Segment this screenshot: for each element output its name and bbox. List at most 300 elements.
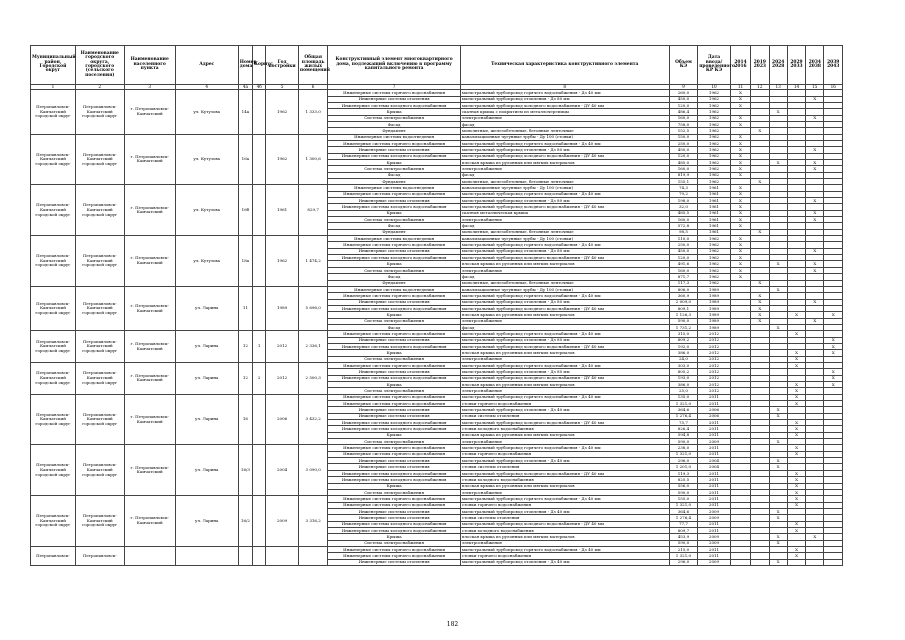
characteristic-cell: скатная металлическая крыша — [460, 210, 669, 216]
town-cell: г. Петропавловск-Камчатский — [124, 236, 175, 287]
column-number-cell: 16 — [824, 85, 843, 90]
element-cell: Инженерные системы горячего водоснабжения — [328, 502, 460, 508]
characteristic-cell: канализационные чугунные трубы - Ду 100 (стояки) — [460, 134, 669, 140]
volume-cell: 1 731,2 — [669, 324, 698, 330]
date-cell: 1962 — [698, 90, 731, 96]
living-area-cell: 1 474,2 — [298, 236, 328, 287]
volume-cell: 819,9 — [669, 172, 698, 178]
town-cell: г. Петропавловск-Камчатский — [124, 286, 175, 330]
settlement-cell: Петропавловск-Камчатский городской округ — [75, 236, 124, 287]
volume-cell: 453,9 — [669, 534, 698, 540]
district-cell: Петропавловск-Камчатский городской округ — [31, 185, 76, 236]
living-area-cell: 3 432,2 — [298, 394, 328, 445]
characteristic-cell: плоская крыша из рулонных или мягких материалов — [460, 312, 669, 318]
element-cell: Инженерные системы горячего водоснабжения — [328, 331, 460, 337]
column-number-cell: 5 — [266, 85, 299, 90]
element-cell: Инженерные системы холодного водоснабжения — [328, 426, 460, 432]
period-4-mark-cell: X — [787, 553, 805, 559]
volume-cell: 386,0 — [669, 382, 698, 388]
element-cell: Инженерные системы холодного водоснабжения — [328, 102, 460, 108]
date-cell: 2009 — [698, 439, 731, 445]
characteristic-cell: монолитные, железобетонные, бетонные ленточные — [460, 128, 669, 134]
date-cell: 1962 — [698, 109, 731, 115]
build-year-cell: 1961 — [266, 185, 299, 236]
column-number-cell: 8 — [460, 85, 669, 90]
volume-cell: 485,0 — [669, 159, 698, 165]
element-cell: Инженерные системы холодного водоснабжения — [328, 470, 460, 476]
volume-cell: 805,2 — [669, 369, 698, 375]
district-cell: Петропавловск-Камчатский городской округ — [31, 90, 76, 134]
period-2-mark-cell: X — [751, 318, 769, 324]
date-cell: 1962 — [698, 159, 731, 165]
volume-cell: 98,5 — [669, 229, 698, 235]
period-1-mark-cell: X — [730, 204, 750, 210]
element-cell: Инженерные системы водоотведения — [328, 286, 460, 292]
volume-cell: 1 276,4 — [669, 515, 698, 521]
date-cell: 1962 — [698, 121, 731, 127]
date-cell: 2012 — [698, 356, 731, 362]
address-cell: ул. Ларина — [175, 445, 238, 496]
volume-cell: 77,7 — [669, 521, 698, 527]
characteristic-cell: магистральный трубопровод горячего водоснабжения - Дз 40 мм — [460, 331, 669, 337]
characteristic-cell: магистральный трубопровод отопления - Дз 40 мм — [460, 407, 669, 413]
date-cell: 1961 — [698, 229, 731, 235]
period-1-mark-cell: X — [730, 261, 750, 267]
volume-cell: 24,0 — [669, 356, 698, 362]
column-number-cell: 14 — [787, 85, 805, 90]
characteristic-cell: магистральный трубопровод горячего водоснабжения - Дз 40 мм — [460, 496, 669, 502]
header-date: Дата ввода/ проведенного КР КЭ — [698, 46, 731, 85]
volume-cell: 74,3 — [669, 185, 698, 191]
date-cell: 1961 — [698, 223, 731, 229]
period-1-mark-cell: X — [730, 102, 750, 108]
volume-cell: 117,3 — [669, 280, 698, 286]
date-cell: 2011 — [698, 553, 731, 559]
characteristic-cell: магистральный трубопровод отопления - Дз 80 мм — [460, 299, 669, 305]
period-1-mark-cell: X — [730, 248, 750, 254]
house-number-cell: 16/3 — [238, 445, 252, 496]
district-cell: Петропавловск-Камчатский городской округ — [31, 496, 76, 547]
header-period-4: 2029 2033 — [787, 46, 805, 85]
house-number-cell: 16а — [238, 134, 252, 185]
build-year-cell — [266, 546, 299, 565]
date-cell: 2011 — [698, 401, 731, 407]
period-3-mark-cell: X — [769, 559, 787, 565]
volume-cell: 119,3 — [669, 470, 698, 476]
characteristic-cell: магистральный трубопровод отопления - Дз 40 мм — [460, 458, 669, 464]
characteristic-cell: магистральный трубопровод горячего водоснабжения - Дз 40 мм — [460, 445, 669, 451]
characteristic-cell: электроснабжение — [460, 115, 669, 121]
element-cell: Инженерные системы отопления — [328, 369, 460, 375]
element-cell: Крыша — [328, 210, 460, 216]
volume-cell: 364,6 — [669, 407, 698, 413]
build-year-cell: 2012 — [266, 331, 299, 363]
date-cell: 2011 — [698, 496, 731, 502]
date-cell: 2011 — [698, 502, 731, 508]
period-5-mark-cell: X — [806, 198, 824, 204]
address-cell: ул. Ларина — [175, 362, 238, 394]
date-cell: 1961 — [698, 217, 731, 223]
volume-cell: 450,0 — [669, 248, 698, 254]
date-cell: 2012 — [698, 337, 731, 343]
characteristic-cell: стояки холодного водоснабжения — [460, 527, 669, 533]
characteristic-cell: магистральный трубопровод холодного водоснабжения - ДУ 40 мм — [460, 470, 669, 476]
period-2-mark-cell: X — [751, 299, 769, 305]
volume-cell: 250,0 — [669, 140, 698, 146]
town-cell: г. Петропавловск-Камчатский — [124, 331, 175, 363]
characteristic-cell: электроснабжение — [460, 540, 669, 546]
date-cell: 2009 — [698, 515, 731, 521]
element-cell: Инженерные системы холодного водоснабжения — [328, 255, 460, 261]
volume-cell: 590,0 — [669, 318, 698, 324]
period-5-mark-cell: X — [806, 147, 824, 153]
element-cell: Инженерные системы отопления — [328, 413, 460, 419]
characteristic-cell: магистральный трубопровод горячего водоснабжения - Дз 40 мм — [460, 191, 669, 197]
town-cell: г. Петропавловск-Камчатский — [124, 134, 175, 185]
volume-cell: 364,6 — [669, 508, 698, 514]
district-cell: Петропавловск-Камчатский городской округ — [31, 394, 76, 445]
volume-cell: 155,1 — [669, 179, 698, 185]
korpus-cell — [253, 236, 266, 287]
volume-cell: 871,7 — [669, 274, 698, 280]
element-cell: Инженерные системы холодного водоснабжения — [328, 521, 460, 527]
living-area-cell: 3 316,2 — [298, 496, 328, 547]
header-row — [31, 46, 843, 85]
characteristic-cell: магистральный трубопровод горячего водоснабжения - Дз 40 мм — [460, 394, 669, 400]
period-4-mark-cell: X — [787, 496, 805, 502]
characteristic-cell: магистральный трубопровод горячего водоснабжения - Дз 40 мм — [460, 546, 669, 552]
date-cell: 1962 — [698, 128, 731, 134]
period-1-mark-cell: X — [730, 147, 750, 153]
period-2-mark-cell: X — [751, 280, 769, 286]
element-cell: Система электроснабжения — [328, 439, 460, 445]
characteristic-cell: стояки горячего водоснабжения — [460, 502, 669, 508]
period-4-mark-cell: X — [787, 432, 805, 438]
characteristic-cell: монолитные, железобетонные, бетонные ленточные — [460, 280, 669, 286]
build-year-cell: 1989 — [266, 286, 299, 330]
element-cell: Инженерные системы холодного водоснабжения — [328, 527, 460, 533]
period-6-mark-cell — [824, 559, 843, 565]
characteristic-cell: магистральный трубопровод отопления - Дз 80 мм — [460, 337, 669, 343]
period-4-mark-cell: X — [787, 362, 805, 368]
district-cell: Петропавловск-Камчатский городской округ — [31, 134, 76, 185]
date-cell: 1961 — [698, 191, 731, 197]
capital-repair-table-sheet — [30, 45, 843, 566]
element-cell: Фундамент — [328, 280, 460, 286]
period-3-mark-cell: X — [769, 515, 787, 521]
period-6-mark-cell: X — [824, 343, 843, 349]
town-cell: г. Петропавловск-Камчатский — [124, 496, 175, 547]
date-cell: 1989 — [698, 286, 731, 292]
characteristic-cell: фасад — [460, 172, 669, 178]
period-5-mark-cell: X — [806, 210, 824, 216]
period-6-mark-cell: X — [824, 382, 843, 388]
characteristic-cell: фасад — [460, 274, 669, 280]
element-cell: Система электроснабжения — [328, 217, 460, 223]
living-area-cell: 5 696,0 — [298, 286, 328, 330]
period-2-mark-cell: X — [751, 229, 769, 235]
date-cell: 2011 — [698, 420, 731, 426]
header-period-1: 2014 2016 — [730, 46, 750, 85]
period-1-mark-cell: X — [730, 274, 750, 280]
period-1-mark-cell: X — [730, 255, 750, 261]
header-house: Номер дома — [238, 46, 252, 85]
element-cell: Фасад — [328, 223, 460, 229]
header-area: Общая площадь жилых помещений — [298, 46, 328, 85]
volume-cell: 260,0 — [669, 90, 698, 96]
date-cell: 1961 — [698, 198, 731, 204]
volume-cell: 809,7 — [669, 527, 698, 533]
element-cell: Инженерные системы холодного водоснабжения — [328, 375, 460, 381]
volume-cell: 594,8 — [669, 432, 698, 438]
header-element: Конструктивный элемент многоквартирного дома, подлежащий включению в программу капитального ремонта — [328, 46, 460, 85]
town-cell: г. Петропавловск-Камчатский — [124, 362, 175, 394]
living-area-cell: 829,7 — [298, 185, 328, 236]
element-cell: Инженерные системы горячего водоснабжения — [328, 445, 460, 451]
characteristic-cell: магистральный трубопровод горячего водоснабжения - Дз 40 мм — [460, 90, 669, 96]
living-area-cell: 1 333,0 — [298, 90, 328, 134]
period-4-mark-cell: X — [787, 331, 805, 337]
characteristic-cell: электроснабжение — [460, 388, 669, 394]
korpus-cell: 1 — [253, 331, 266, 363]
period-6-mark-cell: X — [824, 337, 843, 343]
period-1-mark-cell: X — [730, 166, 750, 172]
period-4-mark-cell: X — [787, 502, 805, 508]
volume-cell: 1 201,0 — [669, 464, 698, 470]
element-cell: Инженерные системы холодного водоснабжения — [328, 477, 460, 483]
characteristic-cell: электроснабжение — [460, 318, 669, 324]
characteristic-cell: стояки горячего водоснабжения — [460, 553, 669, 559]
characteristic-cell: плоская крыша из рулонных или мягких материалов — [460, 432, 669, 438]
characteristic-cell: монолитные, железобетонные, бетонные ленточные — [460, 229, 669, 235]
house-group — [31, 286, 843, 330]
date-cell: 1989 — [698, 293, 731, 299]
characteristic-cell: магистральный трубопровод холодного водоснабжения - ДУ 40 мм — [460, 375, 669, 381]
date-cell: 2011 — [698, 521, 731, 527]
column-number-cell: 10 — [698, 85, 731, 90]
date-cell: 1962 — [698, 147, 731, 153]
date-cell: 2009 — [698, 540, 731, 546]
volume-cell: 1 126,3 — [669, 312, 698, 318]
column-number-cell: 1 — [31, 85, 76, 90]
house-group — [31, 331, 843, 363]
period-4-mark-cell: X — [787, 420, 805, 426]
header-district: Муниципальный район, Городской округ — [31, 46, 76, 85]
period-1-mark-cell: X — [730, 236, 750, 242]
volume-cell: 1 321,0 — [669, 401, 698, 407]
column-number-cell: 2 — [75, 85, 124, 90]
period-1-mark-cell: X — [730, 115, 750, 121]
volume-cell: 1 321,0 — [669, 502, 698, 508]
settlement-cell: Петропавловск- — [75, 546, 124, 565]
date-cell: 1962 — [698, 274, 731, 280]
date-cell: 2011 — [698, 489, 731, 495]
date-cell: 2012 — [698, 388, 731, 394]
date-cell: 1962 — [698, 242, 731, 248]
korpus-cell — [253, 134, 266, 185]
date-cell: 1962 — [698, 115, 731, 121]
date-cell: 2012 — [698, 382, 731, 388]
volume-cell: 556,0 — [669, 483, 698, 489]
characteristic-cell: магистральный трубопровод холодного водоснабжения - ДУ 40 мм — [460, 102, 669, 108]
characteristic-cell: плоская крыша из рулонных или мягких материалов — [460, 483, 669, 489]
element-cell: Система электроснабжения — [328, 356, 460, 362]
period-5-mark-cell — [806, 559, 824, 565]
header-period-3: 2024 2028 — [769, 46, 787, 85]
characteristic-cell: магистральный трубопровод горячего водоснабжения - Дз 40 мм — [460, 140, 669, 146]
volume-cell: 160,0 — [669, 115, 698, 121]
header-settlement: Наименование городского округа, городского (сельского поселения) — [75, 46, 124, 85]
date-cell: 2011 — [698, 546, 731, 552]
period-4-mark-cell: X — [787, 426, 805, 432]
date-cell: 2012 — [698, 331, 731, 337]
house-number-cell: 16 — [238, 394, 252, 445]
element-cell: Инженерные системы отопления — [328, 515, 460, 521]
house-number-cell: 14а — [238, 90, 252, 134]
period-1-mark-cell: X — [730, 191, 750, 197]
column-number-cell: 3 — [124, 85, 175, 90]
characteristic-cell: электроснабжение — [460, 439, 669, 445]
settlement-cell: Петропавловск-Камчатский городской округ — [75, 394, 124, 445]
volume-cell: 192,0 — [669, 343, 698, 349]
characteristic-cell: магистральный трубопровод отопления - Дз 80 мм — [460, 248, 669, 254]
header-period-2: 2019 2023 — [751, 46, 769, 85]
house-number-cell: 18а — [238, 236, 252, 287]
date-cell: 2012 — [698, 350, 731, 356]
period-4-mark-cell — [787, 559, 805, 565]
volume-cell: 825,5 — [669, 477, 698, 483]
period-4-mark-cell: X — [787, 445, 805, 451]
characteristic-cell: фасад — [460, 121, 669, 127]
house-number-cell: 12 — [238, 331, 252, 363]
element-cell: Система электроснабжения — [328, 166, 460, 172]
characteristic-cell: магистральный трубопровод холодного водоснабжения - ДУ 40 мм — [460, 420, 669, 426]
characteristic-cell: магистральный трубопровод холодного водоснабжения - ДУ 40 мм — [460, 204, 669, 210]
header-year: Год постройки — [266, 46, 299, 85]
korpus-cell — [253, 90, 266, 134]
characteristic-cell: стояки горячего водоснабжения — [460, 401, 669, 407]
element-cell: Инженерные системы отопления — [328, 198, 460, 204]
column-number-cell: 11 — [730, 85, 750, 90]
volume-cell: 32,0 — [669, 204, 698, 210]
characteristic-cell: магистральный трубопровод горячего водоснабжения - Дз 40 мм — [460, 293, 669, 299]
element-cell: Инженерные системы горячего водоснабжения — [328, 553, 460, 559]
column-number-cell: 15 — [806, 85, 824, 90]
house-group — [31, 134, 843, 185]
date-cell: 1962 — [698, 236, 731, 242]
header-period-5: 2034 2038 — [806, 46, 824, 85]
volume-cell: 590,0 — [669, 540, 698, 546]
period-3-mark-cell: X — [769, 540, 787, 546]
element-cell: Фундамент — [328, 179, 460, 185]
district-cell: Петропавловск-Камчатский городской округ — [31, 362, 76, 394]
element-cell: Система электроснабжения — [328, 489, 460, 495]
town-cell: г. Петропавловск-Камчатский — [124, 394, 175, 445]
element-cell: Крыша — [328, 350, 460, 356]
period-3-mark-cell: X — [769, 261, 787, 267]
volume-cell: 360,9 — [669, 293, 698, 299]
date-cell: 2012 — [698, 362, 731, 368]
period-4-mark-cell: X — [787, 394, 805, 400]
period-2-mark-cell: X — [751, 305, 769, 311]
element-cell: Инженерные системы отопления — [328, 458, 460, 464]
characteristic-cell: магистральный трубопровод отопления - Дз 80 мм — [460, 96, 669, 102]
house-number-cell: 12 — [238, 362, 252, 394]
settlement-cell: Петропавловск-Камчатский городской округ — [75, 286, 124, 330]
date-cell: 2012 — [698, 369, 731, 375]
period-5-mark-cell: X — [806, 318, 824, 324]
characteristic-cell: стояки системы отопления — [460, 464, 669, 470]
korpus-cell — [253, 546, 266, 565]
element-cell: Фасад — [328, 172, 460, 178]
build-year-cell: 2012 — [266, 362, 299, 394]
date-cell: 2012 — [698, 343, 731, 349]
volume-cell: 120,0 — [669, 102, 698, 108]
address-cell — [175, 546, 238, 565]
volume-cell: 590,0 — [669, 489, 698, 495]
date-cell: 2011 — [698, 477, 731, 483]
period-2-mark-cell: X — [751, 179, 769, 185]
period-4-mark-cell: X — [787, 356, 805, 362]
date-cell: 1989 — [698, 305, 731, 311]
korpus-cell — [253, 496, 266, 547]
volume-cell: 485,5 — [669, 210, 698, 216]
date-cell: 1961 — [698, 204, 731, 210]
house-group — [31, 90, 843, 134]
house-group — [31, 185, 843, 236]
volume-cell: 590,0 — [669, 439, 698, 445]
volume-cell: 110,0 — [669, 236, 698, 242]
date-cell: 1962 — [698, 153, 731, 159]
period-2-mark-cell: X — [751, 312, 769, 318]
element-cell: Фасад — [328, 274, 460, 280]
address-cell: ул. Кутузова — [175, 185, 238, 236]
header-address: Адрес — [175, 46, 238, 85]
volume-cell: 152,5 — [669, 128, 698, 134]
house-number-cell — [238, 546, 252, 565]
characteristic-cell: магистральный трубопровод холодного водоснабжения - ДУ 40 мм — [460, 153, 669, 159]
volume-cell: 296,0 — [669, 458, 698, 464]
period-1-mark-cell: X — [730, 96, 750, 102]
date-cell: 1962 — [698, 248, 731, 254]
volume-cell: 758,0 — [669, 121, 698, 127]
header-korpus: Корпус — [253, 46, 266, 85]
house-number-cell: 11 — [238, 286, 252, 330]
settlement-cell: Петропавловск-Камчатский городской округ — [75, 134, 124, 185]
volume-cell: 296,0 — [669, 559, 698, 565]
period-5-mark-cell: X — [806, 261, 824, 267]
period-4-mark-cell: X — [787, 350, 805, 356]
settlement-cell: Петропавловск-Камчатский городской округ — [75, 362, 124, 394]
characteristic-cell: плоская крыша из рулонных или мягких материалов — [460, 382, 669, 388]
date-cell: 2011 — [698, 470, 731, 476]
date-cell: 1962 — [698, 172, 731, 178]
volume-cell: 79,2 — [669, 191, 698, 197]
element-cell: Система электроснабжения — [328, 115, 460, 121]
characteristic-cell: стояки горячего водоснабжения — [460, 451, 669, 457]
volume-cell: 386,0 — [669, 350, 698, 356]
living-area-cell: 1 300,6 — [298, 134, 328, 185]
element-cell: Инженерные системы горячего водоснабжения — [328, 546, 460, 552]
characteristic-cell: магистральный трубопровод горячего водоснабжения - Дз 40 мм — [460, 362, 669, 368]
header-town: Наименование населенного пункта — [124, 46, 175, 85]
volume-cell: 809,1 — [669, 305, 698, 311]
characteristic-cell: скатная крыша с покрытием из металлочерепицы — [460, 109, 669, 115]
volume-cell: 450,0 — [669, 147, 698, 153]
characteristic-cell: фасад — [460, 223, 669, 229]
volume-cell: 1 276,4 — [669, 413, 698, 419]
characteristic-cell: стояки холодного водоснабжения — [460, 426, 669, 432]
